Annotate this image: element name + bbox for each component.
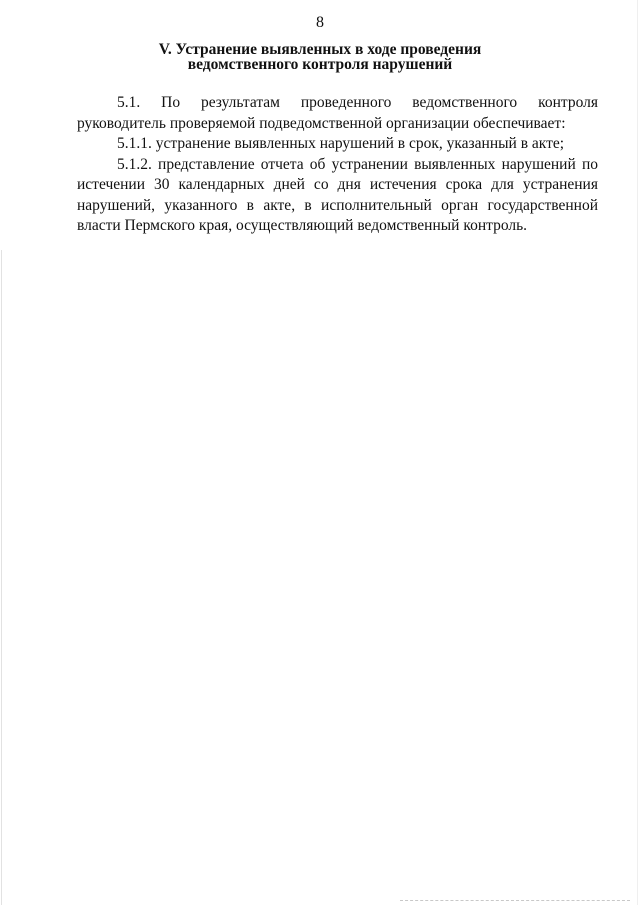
paragraph-5-1-1: 5.1.1. устранение выявленных нарушений в срок, указанный в акте; — [117, 135, 565, 152]
section-title-line-2: ведомственного контроля нарушений — [187, 56, 453, 73]
scan-edge-right — [637, 0, 638, 905]
paragraph-5-1: 5.1. По результатам проведенного ведомственного контроля руководитель проверяемой подведомственной организации обеспечивает: — [77, 94, 598, 132]
paragraph-5-1-2: 5.1.2. представление отчета об устранении выявленных нарушений по истечении 30 календарных дней со дня истечения срока для устранения нарушений, указанного в акте, в исполнительный орган государственной власти Пермского края, осуществляющий ведомственный контроль. — [77, 155, 598, 234]
scan-edge-bottom — [400, 900, 630, 901]
scan-edge-left — [1, 250, 2, 905]
body-text — [77, 93, 598, 237]
section-title-line-1: V. Устранение выявленных в ходе проведения — [158, 41, 482, 58]
page-number: 8 — [316, 14, 324, 31]
section-title — [120, 42, 520, 72]
